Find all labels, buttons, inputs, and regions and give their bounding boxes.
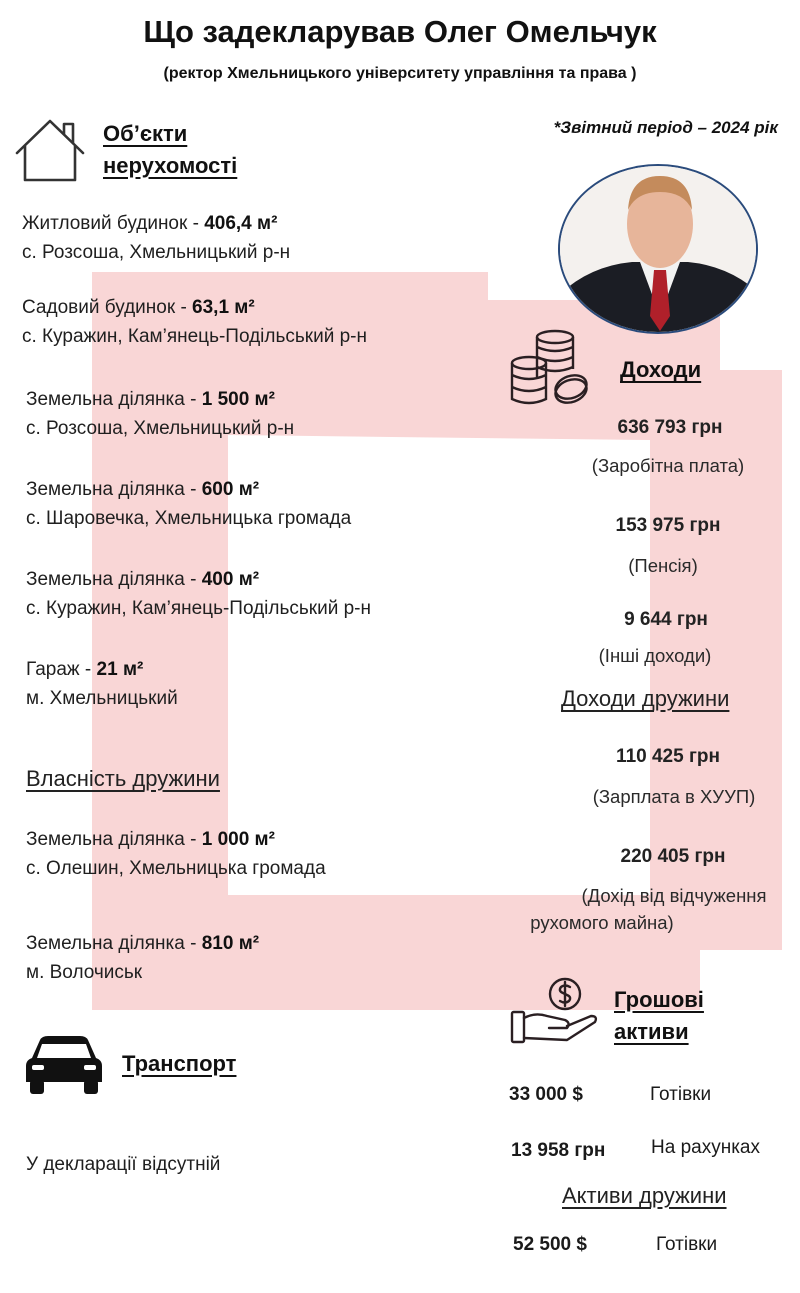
real-estate-title: Об’єкти нерухомості [103, 121, 238, 178]
spouse-cash-kind: Готівки [656, 1234, 718, 1255]
transport-text: У декларації відсутній [26, 1154, 221, 1175]
income-title: Доходи [620, 357, 702, 382]
property-item: Житловий будинок - 406,4 м² с. Розсоша, Хмельницький р-н [22, 213, 291, 264]
spouse-income-note: (Дохід від відчуження рухомого майна) [530, 885, 767, 933]
spouse-income-note: (Зарплата в ХУУП) [592, 786, 756, 807]
portrait-photo [558, 164, 758, 334]
spouse-property-title: Власність дружини [26, 766, 220, 791]
property-item: Земельна ділянка - 1 500 м² с. Розсоша, Хмельницький р-н [26, 389, 295, 440]
cash-kind: Готівки [650, 1084, 712, 1105]
transport-title: Транспорт [122, 1051, 237, 1076]
income-note: (Пенсія) [628, 555, 698, 576]
spouse-property-item: Земельна ділянка - 810 м² м. Волочиськ [26, 933, 260, 984]
income-note: (Інші доходи) [598, 645, 712, 666]
person-icon [560, 166, 758, 334]
property-item: Земельна ділянка - 400 м² с. Куражин, Кам’янець-Подільський р-н [26, 569, 371, 620]
income-amount: 636 793 грн [617, 417, 723, 438]
spouse-property-item: Земельна ділянка - 1 000 м² с. Олешин, Хмельницька громада [26, 829, 326, 880]
hand-dollar-icon [509, 976, 601, 1048]
spouse-assets-title: Активи дружини [562, 1183, 727, 1208]
income-amount: 9 644 грн [624, 609, 708, 630]
cash-assets-title: Грошові активи [614, 987, 704, 1044]
cash-kind: На рахунках [651, 1137, 760, 1158]
spouse-income-title: Доходи дружини [561, 686, 730, 711]
house-icon [12, 117, 88, 183]
property-item: Садовий будинок - 63,1 м² с. Куражин, Кам’янець-Подільський р-н [22, 297, 367, 348]
income-note: (Заробітна плата) [591, 455, 745, 476]
cash-amount: 13 958 грн [511, 1140, 606, 1161]
spouse-cash-amount: 52 500 $ [513, 1234, 587, 1255]
car-icon [24, 1034, 104, 1096]
page-subtitle: (ректор Хмельницького університету управління та права ) [163, 65, 637, 82]
cash-amount: 33 000 $ [509, 1084, 583, 1105]
income-amount: 153 975 грн [615, 515, 721, 536]
spouse-income-amount: 220 405 грн [620, 846, 726, 867]
reporting-period: *Звітний період – 2024 рік [553, 118, 778, 137]
spouse-income-amount: 110 425 грн [616, 746, 720, 767]
property-item: Земельна ділянка - 600 м² с. Шаровечка, Хмельницька громада [26, 479, 352, 530]
coins-icon [509, 329, 591, 407]
property-item: Гараж - 21 м² м. Хмельницький [26, 659, 178, 710]
page-title: Що задекларував Олег Омельчук [143, 14, 657, 49]
